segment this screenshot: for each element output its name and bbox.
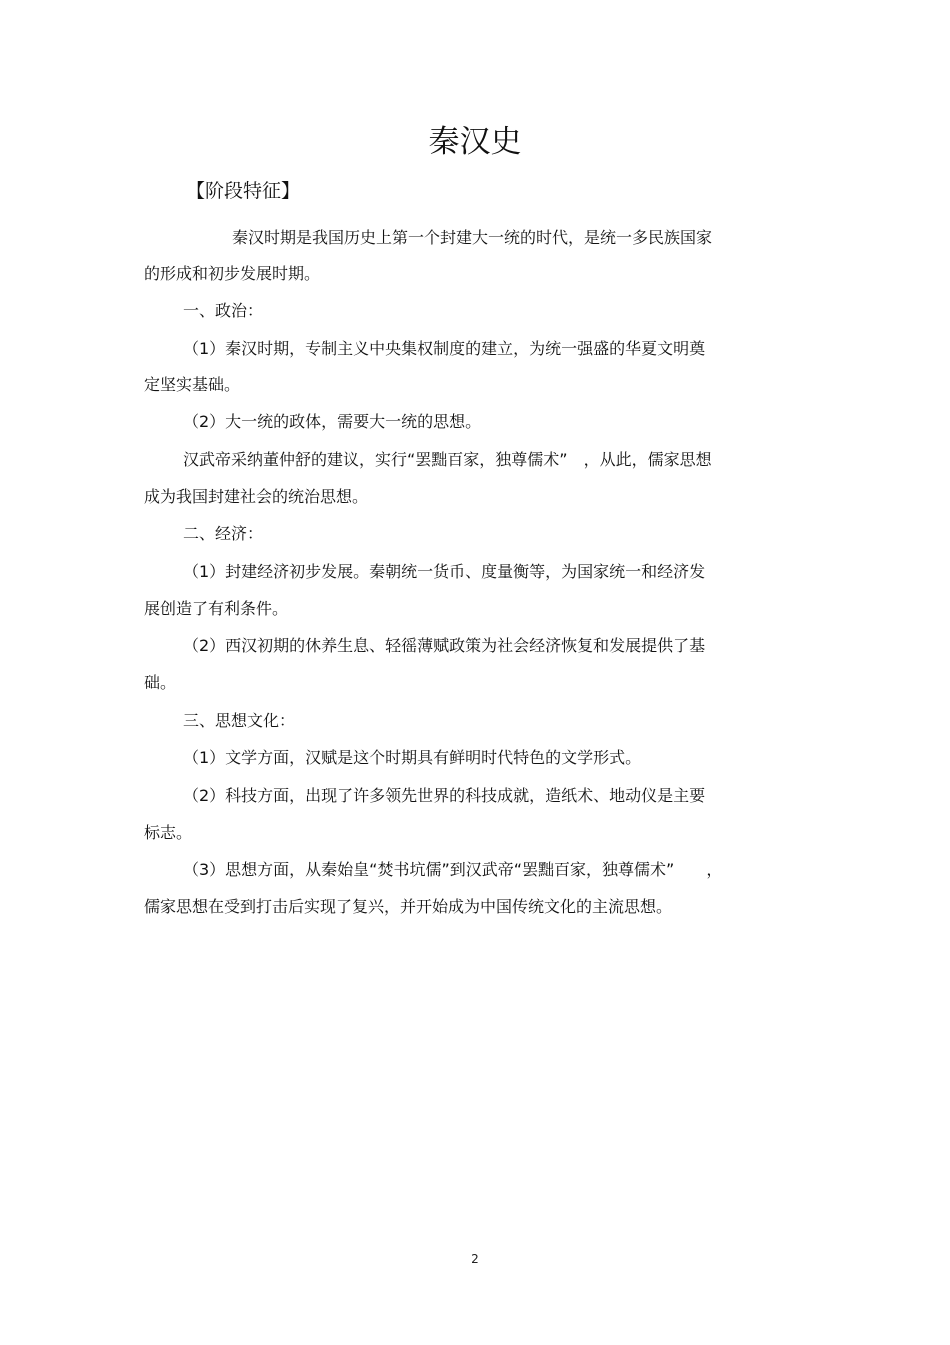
- subsection-heading-economy: 二、经济：: [183, 524, 264, 543]
- body-line: 成为我国封建社会的统治思想。: [144, 487, 369, 506]
- body-line: （1）文学方面，汉赋是这个时期具有鲜明时代特色的文学形式。: [183, 748, 642, 767]
- body-line: 的形成和初步发展时期。: [144, 264, 321, 283]
- body-line: 秦汉时期是我国历史上第一个封建大一统的时代，是统一多民族国家: [232, 228, 713, 247]
- body-line: （3）思想方面，从秦始皇“焚书坑儒”到汉武帝“罢黜百家，独尊儒术” ，: [183, 860, 723, 879]
- subsection-heading-politics: 一、政治：: [183, 301, 264, 320]
- page-number: 2: [471, 1252, 479, 1266]
- body-line: （2）科技方面，出现了许多领先世界的科技成就，造纸术、地动仪是主要: [183, 786, 706, 805]
- body-line: （2）西汉初期的休养生息、轻徭薄赋政策为社会经济恢复和发展提供了基: [183, 636, 706, 655]
- body-line: （2）大一统的政体，需要大一统的思想。: [183, 412, 482, 431]
- body-line: 儒家思想在受到打击后实现了复兴，并开始成为中国传统文化的主流思想。: [144, 897, 673, 916]
- body-line: （1）封建经济初步发展。秦朝统一货币、度量衡等，为国家统一和经济发: [183, 562, 706, 581]
- body-line: （1）秦汉时期，专制主义中央集权制度的建立，为统一强盛的华夏文明奠: [183, 339, 706, 358]
- body-line: 展创造了有利条件。: [144, 599, 289, 618]
- body-line: 础。: [144, 673, 177, 692]
- body-line: 定坚实基础。: [144, 375, 241, 394]
- body-line: 标志。: [144, 823, 193, 842]
- subsection-heading-culture: 三、思想文化：: [183, 711, 296, 730]
- body-line: 汉武帝采纳董仲舒的建议，实行“罢黜百家，独尊儒术” ，从此，儒家思想: [183, 450, 712, 469]
- page-title: 秦汉史: [428, 124, 522, 160]
- section-heading: 【阶段特征】: [186, 180, 301, 202]
